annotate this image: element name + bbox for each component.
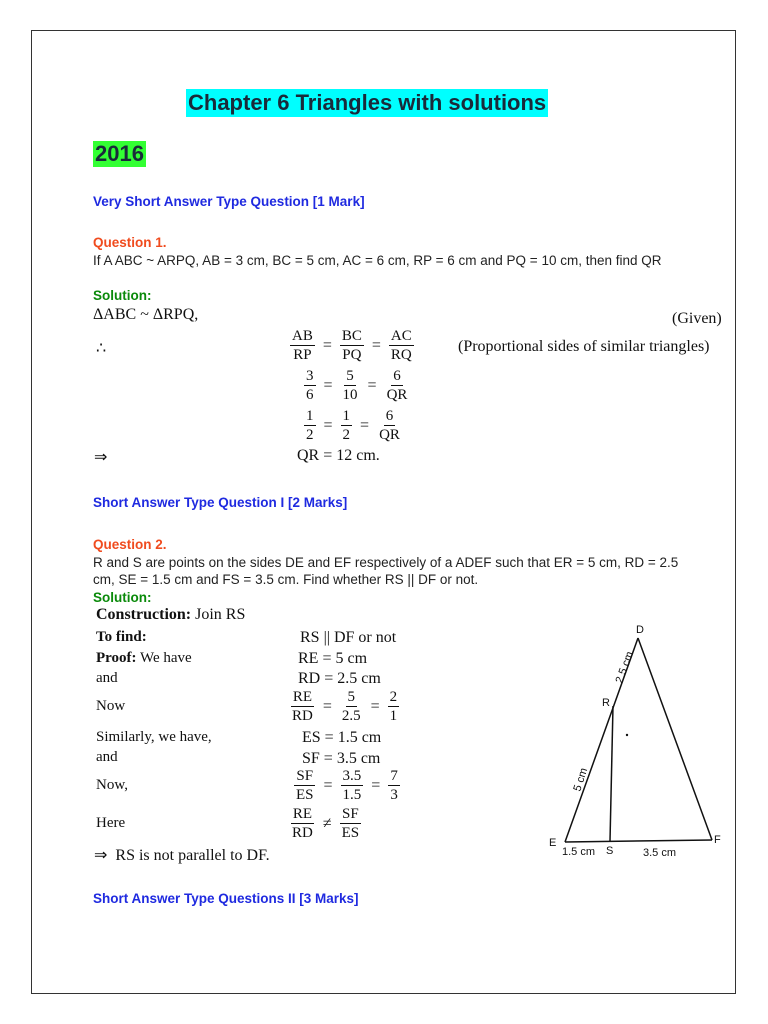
sf-es-ratio-equation: $\frac{SF}{ES}$ = $\frac{3.5}{1.5}$ = $\frac{7}{3}$	[296, 768, 398, 803]
construction-line: Construction: Join RS	[96, 606, 246, 623]
er-length-label: 5 cm	[571, 766, 591, 793]
vertex-f-label: F	[714, 834, 721, 846]
re-rd-ratio-equation: $\frac{RE}{RD}$ = $\frac{5}{2.5}$ = $\frac{2}{1}$	[292, 689, 398, 724]
fraction: $\frac{RE}{RD}$	[292, 806, 313, 841]
fraction: $\frac{SF}{ES}$	[296, 768, 314, 803]
question-1-text: If A ABC ~ ARPQ, AB = 3 cm, BC = 5 cm, AC = 6 cm, RP = 6 cm and PQ = 10 cm, then find QR	[93, 253, 662, 268]
year-heading: 2016	[95, 141, 144, 166]
vertex-e-label: E	[549, 837, 557, 849]
q1-similarity-statement: ΔABC ~ ΔRPQ,	[93, 306, 199, 323]
q1-result: QR = 12 cm.	[297, 447, 380, 464]
re-value: RE = 5 cm	[298, 650, 368, 667]
segment-rs	[610, 706, 613, 841]
es-value: ES = 1.5 cm	[302, 729, 382, 746]
side-df	[638, 638, 712, 840]
q1-given-note: (Given)	[672, 310, 722, 327]
es-length-label: 1.5 cm	[562, 846, 596, 858]
question-2-text: R and S are points on the sides DE and EF respectively of a ADEF such that ER = 5 cm, RD = 2.5 cm, SE = 1.5 cm and FS = 3.5 cm. Find whether RS || DF or not.	[93, 555, 679, 587]
fraction: $\frac{RE}{RD}$	[292, 689, 313, 724]
sf-value: SF = 3.5 cm	[302, 750, 381, 767]
stray-dot	[626, 734, 628, 736]
solution-2-label: Solution:	[93, 590, 152, 605]
vertex-r-label: R	[602, 697, 610, 709]
implies-symbol: ⇒	[94, 449, 108, 466]
q1-ratio-equation: $\frac{AB}{RP}$ = $\frac{BC}{PQ}$ = $\frac{AC}{RQ}$	[292, 328, 412, 363]
fraction: $\frac{5}{2.5}$	[341, 689, 361, 724]
and-label-1: and	[96, 670, 118, 686]
vertex-s-label: S	[606, 845, 614, 857]
fraction: $\frac{2}{1}$	[389, 689, 398, 724]
fraction: $\frac{1}{2}$	[306, 408, 314, 443]
solution-1-label: Solution:	[93, 288, 152, 303]
section-heading-3: Short Answer Type Questions II [3 Marks]	[93, 891, 359, 906]
therefore-symbol: ∴	[96, 340, 107, 357]
fraction: $\frac{AC}{RQ}$	[390, 328, 412, 363]
fraction: $\frac{3.5}{1.5}$	[342, 768, 362, 803]
q2-conclusion: ⇒ RS is not parallel to DF.	[94, 847, 270, 864]
now-label-2: Now,	[96, 777, 128, 793]
vertex-d-label: D	[636, 624, 644, 636]
rd-length-label: 2.5 cm	[613, 649, 637, 686]
question-2-label: Question 2.	[93, 537, 167, 552]
to-find-value: RS || DF or not	[300, 629, 397, 646]
fraction: $\frac{3}{6}$	[306, 368, 314, 403]
q1-substitution-equation: $\frac{3}{6}$ = $\frac{5}{10}$ = $\frac{6}{QR}$	[306, 368, 408, 403]
to-find-label: To find:	[96, 629, 147, 645]
fraction: $\frac{BC}{PQ}$	[341, 328, 362, 363]
fraction: $\frac{AB}{RP}$	[292, 328, 313, 363]
section-heading-2: Short Answer Type Question I [2 Marks]	[93, 495, 348, 510]
fraction: $\frac{5}{10}$	[342, 368, 358, 403]
sf-length-label: 3.5 cm	[643, 847, 677, 859]
now-label-1: Now	[96, 698, 126, 714]
comparison-inequality: $\frac{RE}{RD}$ ≠ $\frac{SF}{ES}$	[292, 806, 360, 841]
section-heading-1: Very Short Answer Type Question [1 Mark]	[93, 194, 365, 209]
fraction: $\frac{7}{3}$	[390, 768, 398, 803]
fraction: $\frac{1}{2}$	[342, 408, 351, 443]
page-title: Chapter 6 Triangles with solutions	[188, 90, 547, 115]
fraction: $\frac{6}{QR}$	[386, 368, 408, 403]
and-label-2: and	[96, 749, 118, 765]
fraction: $\frac{6}{QR}$	[379, 408, 400, 443]
proof-line: Proof: We have	[96, 650, 192, 666]
q1-simplified-equation: $\frac{1}{2}$ = $\frac{1}{2}$ = $\frac{6}{QR}$	[306, 408, 400, 443]
similarly-label: Similarly, we have,	[96, 729, 212, 745]
side-ef	[565, 840, 712, 842]
fraction: $\frac{SF}{ES}$	[341, 806, 360, 841]
q1-reason-note: (Proportional sides of similar triangles)	[458, 338, 710, 355]
question-1-label: Question 1.	[93, 235, 167, 250]
here-label: Here	[96, 815, 126, 831]
rd-value: RD = 2.5 cm	[298, 670, 381, 687]
triangle-def-figure	[540, 620, 740, 865]
